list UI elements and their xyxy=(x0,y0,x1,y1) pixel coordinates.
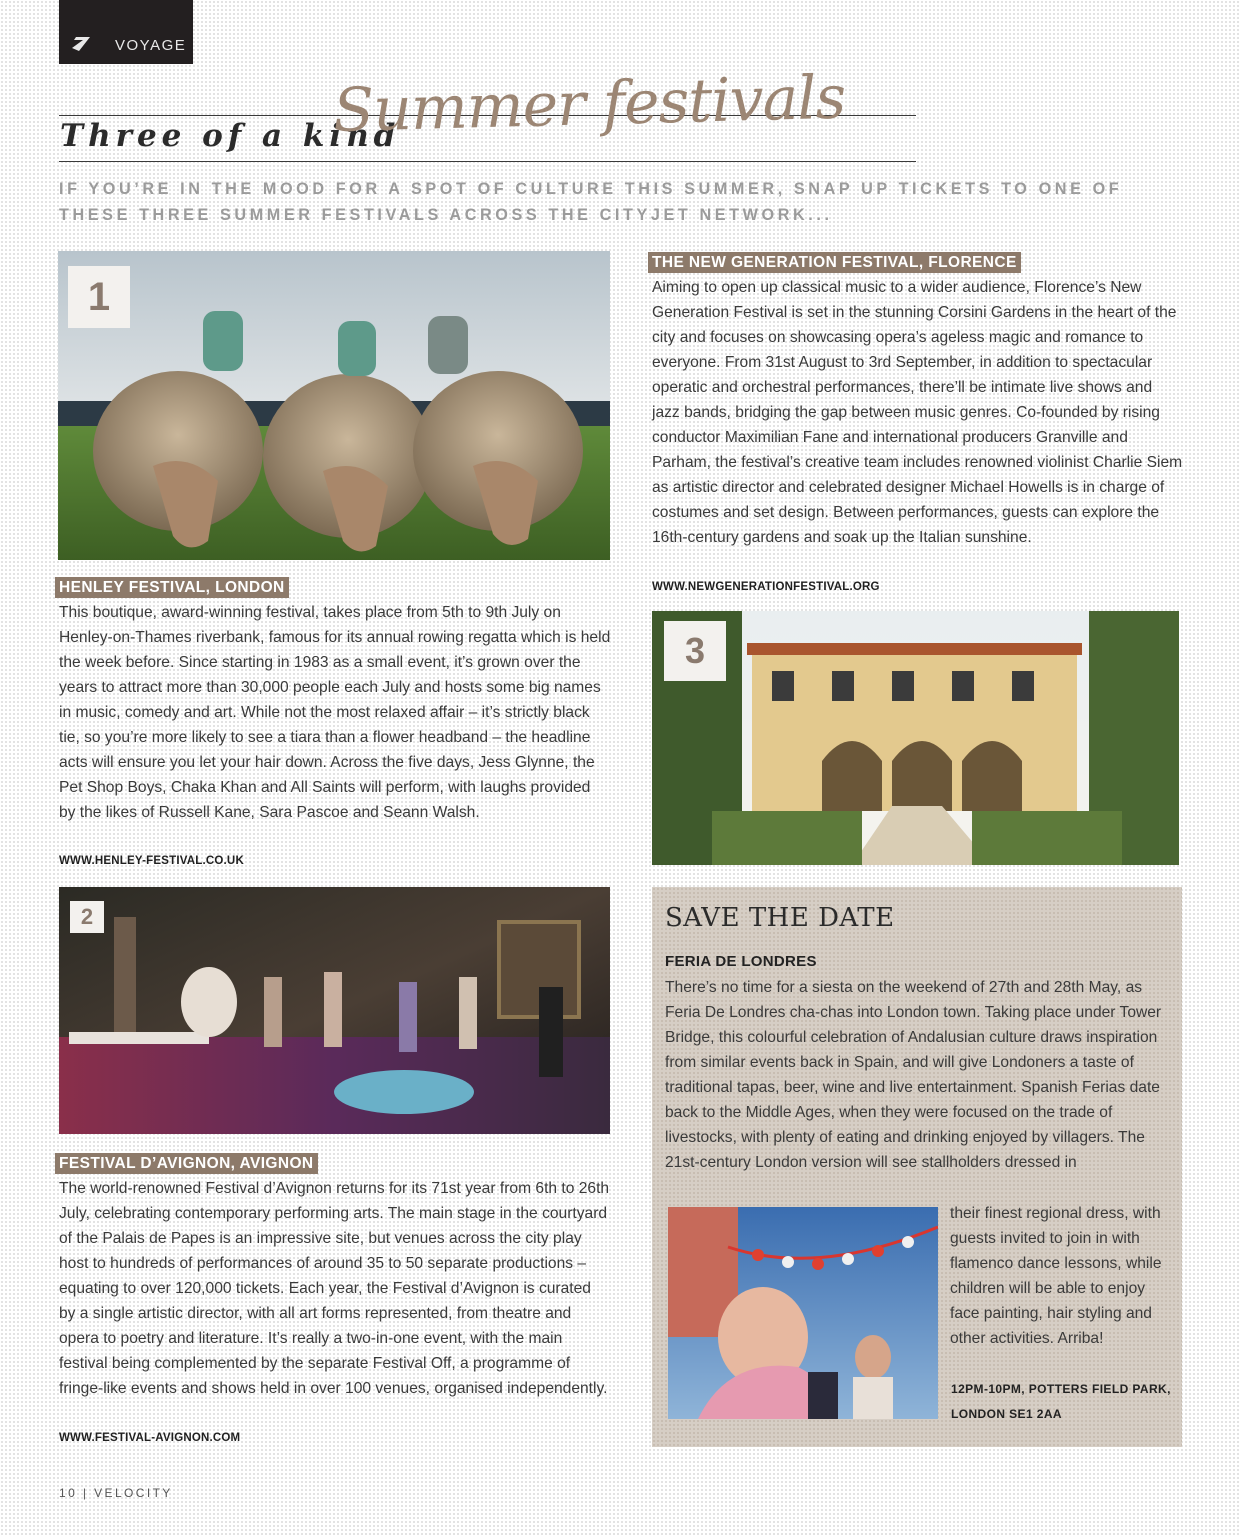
avignon-photo xyxy=(59,887,610,1134)
magazine-name: VELOCITY xyxy=(94,1486,173,1500)
florence-body: Aiming to open up classical music to a wider audience, Florence’s New Generation Festival is set in the stunning Corsini Gardens in the heart of the city and focuses on showcasing opera’s ageless magic and romance to everyone. From 31st August to 3rd September, in addition to spectacular operatic and orchestral performances, there’ll be intimate live shows and jazz bands, bridging the gap between music genres. Co-founded by rising conductor Maximilian Fane and international producers Granville and Parham, the festival’s creative team includes renowned violinist Charlie Siem as artistic director and celebrated designer Michael Howells is in charge of costumes and set design. Between performances, guests can explore the 16th-century gardens and soak up the Italian sunshine. xyxy=(652,279,1183,546)
page-number: 10 xyxy=(59,1486,78,1500)
section-tab xyxy=(59,0,193,64)
henley-website-link[interactable]: WWW.HENLEY-FESTIVAL.CO.UK xyxy=(59,855,244,867)
feria-body-wrap: their finest regional dress, with guests invited to join in with flamenco dance lessons, while children will be able to enjoy face painting, hair styling and other activities. Arriba! xyxy=(950,1205,1162,1347)
henley-photo xyxy=(58,251,610,560)
headline-script: Summer festivals xyxy=(332,62,847,146)
standfirst: IF YOU’RE IN THE MOOD FOR A SPOT OF CULTURE THIS SUMMER, SNAP UP TICKETS TO ONE OF THESE THREE SUMMER FESTIVALS ACROSS THE CITYJET NETWORK... xyxy=(59,180,1123,224)
feria-body: There’s no time for a siesta on the weekend of 27th and 28th May, as Feria De Londres cha-chas into London town. Taking place under Tower Bridge, this colourful celebration of Andalusian culture draws inspiration from similar events back in Spain, and will give Londoners a taste of traditional tapas, beer, wine and live entertainment. Spanish Ferias date back to the Middle Ages, when they were focused on the trade of livestocks, with plenty of eating and drinking enjoyed by villagers. The 21st-century London version will see stallholders dressed in xyxy=(665,979,1162,1171)
feria-event-details: 12PM-10PM, POTTERS FIELD PARK, LONDON SE1 2AA xyxy=(951,1382,1171,1421)
photo-number-badge: 3 xyxy=(664,621,726,681)
henley-body: This boutique, award-winning festival, takes place from 5th to 9th July on Henley-on-Thames riverbank, famous for its annual rowing regatta which is held the week before. Since starting in 1983 as a small event, it’s grown over the years to attract more than 30,000 people each July and hosts some big names in music, comedy and art. While not the most relaxed affair – it’s strictly black tie, so you’re more likely to see a tiara than a flower headband – the headline acts will ensure you let your hair down. Across the five days, Jess Glynne, the Pet Shop Boys, Chaka Khan and All Saints will perform, with laughs provided by the likes of Russell Kane, Sara Pascoe and Seann Walsh. xyxy=(59,604,611,821)
henley-heading: HENLEY FESTIVAL, LONDON xyxy=(55,577,289,598)
avignon-website-link[interactable]: WWW.FESTIVAL-AVIGNON.COM xyxy=(59,1432,241,1444)
headline-bottom-rule xyxy=(59,161,916,162)
save-the-date-title: SAVE THE DATE xyxy=(665,903,895,933)
avignon-body: The world-renowned Festival d’Avignon returns for its 71st year from 6th to 26th July, celebrating contemporary performing arts. The main stage in the courtyard of the Palais de Papes is an impressive site, but venues across the city play host to hundreds of performances of around 35 to 50 separate productions – equating to over 120,000 tickets. Each year, the Festival d’Avignon is curated by a single artistic director, with all art forms represented, from theatre and opera to poetry and literature. It’s really a two-in-one event, with the main festival being complemented by the separate Festival Off, a programme of fringe-like events and shows held in over 100 venues, organised independently. xyxy=(59,1180,610,1397)
footer-separator: | xyxy=(82,1486,89,1500)
section-label: VOYAGE xyxy=(115,37,187,54)
photo-number-badge: 2 xyxy=(70,901,104,933)
florence-heading: THE NEW GENERATION FESTIVAL, FLORENCE xyxy=(648,252,1021,273)
florence-photo xyxy=(652,611,1179,865)
arrow-icon xyxy=(71,36,91,52)
florence-website-link[interactable]: WWW.NEWGENERATIONFESTIVAL.ORG xyxy=(652,581,880,593)
feria-heading: FERIA DE LONDRES xyxy=(665,953,817,970)
page-footer xyxy=(59,1486,173,1500)
feria-photo xyxy=(668,1207,938,1419)
avignon-heading: FESTIVAL D’AVIGNON, AVIGNON xyxy=(55,1153,318,1174)
headline-kicker: Three of a kind xyxy=(60,118,401,154)
photo-number-badge: 1 xyxy=(68,266,130,328)
